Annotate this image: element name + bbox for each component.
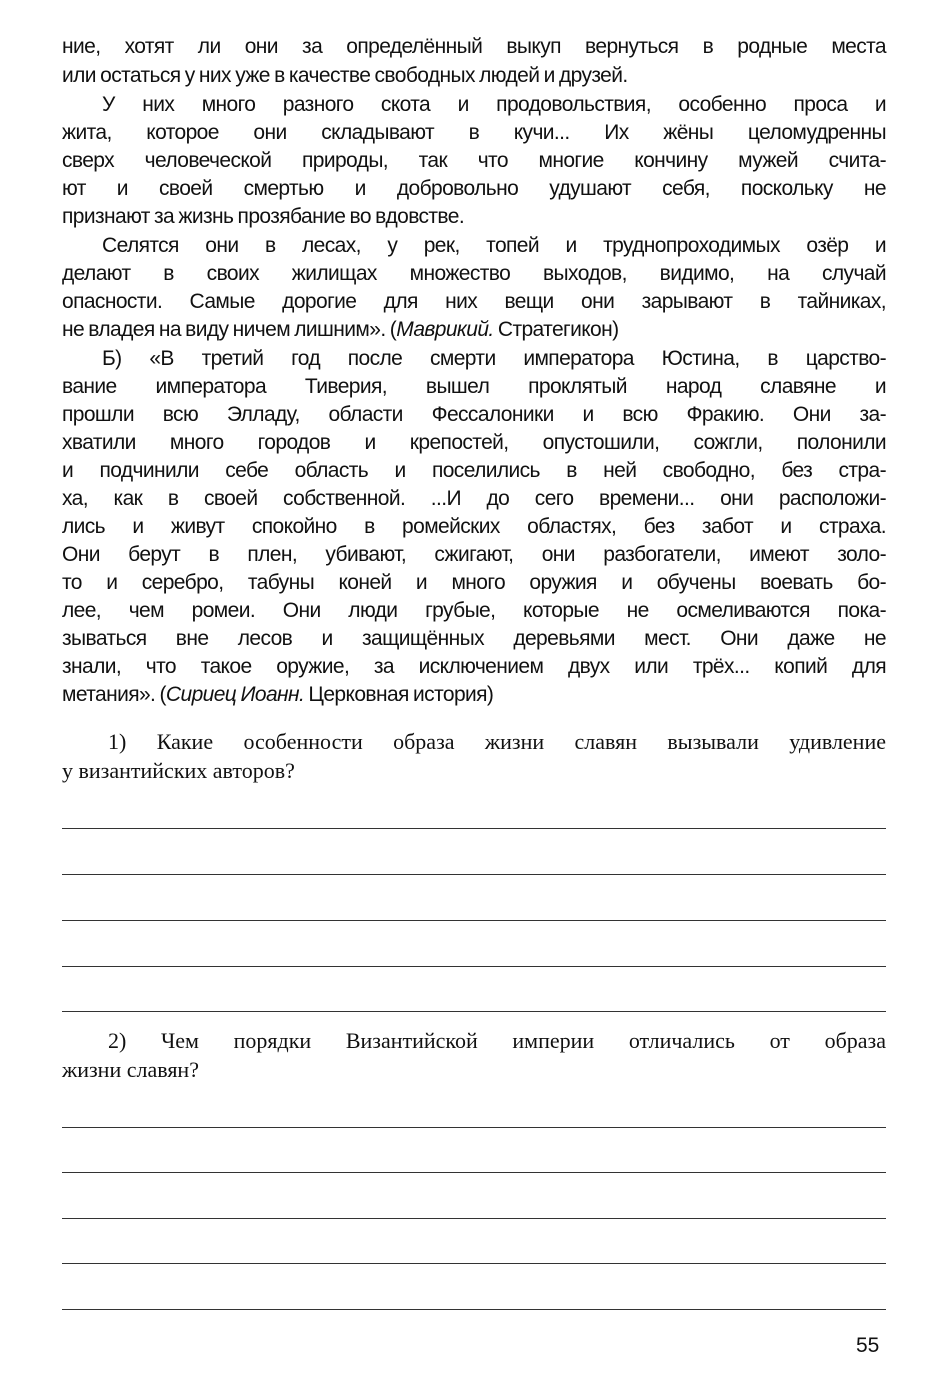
text-segment: вание императора Тиверия, вышел проклятый народ славяне и bbox=[62, 375, 886, 398]
text-segment: не владея на виду ничем лишним». ( bbox=[62, 318, 397, 341]
text-segment: ха, как в своей собственной. ...И до сего времени... они расположи- bbox=[62, 487, 886, 510]
text-segment: Селятся они в лесах, у рек, топей и труднопроходимых озёр и bbox=[102, 234, 886, 257]
page-number: 55 bbox=[856, 1334, 880, 1357]
text-line bbox=[62, 316, 886, 344]
text-line bbox=[102, 232, 886, 260]
answer-line[interactable] bbox=[62, 966, 886, 967]
text-segment: хватили много городов и крепостей, опустошили, сожгли, полонили bbox=[62, 431, 886, 454]
text-segment: жита, которое они складывают в кучи... Их жёны целомудренны bbox=[62, 121, 886, 144]
citation-author: Маврикий. bbox=[396, 318, 494, 341]
question-2-line-1: 2) Чем порядки Византийской империи отличались от образа bbox=[108, 1028, 886, 1053]
answer-line[interactable] bbox=[62, 1011, 886, 1012]
text-segment: метания». ( bbox=[62, 683, 166, 706]
answer-line[interactable] bbox=[62, 1218, 886, 1219]
text-line bbox=[62, 625, 886, 653]
answer-line[interactable] bbox=[62, 1172, 886, 1173]
text-line bbox=[62, 147, 886, 175]
text-line bbox=[62, 373, 886, 401]
text-segment: ние, хотят ли они за определённый выкуп вернуться в родные места bbox=[62, 35, 886, 58]
answer-line[interactable] bbox=[62, 920, 886, 921]
text-line bbox=[62, 401, 886, 429]
text-line bbox=[62, 203, 886, 231]
text-segment: Б) «В третий год после смерти императора Юстина, в царство- bbox=[102, 347, 886, 370]
text-line bbox=[62, 119, 886, 147]
answer-line[interactable] bbox=[62, 1309, 886, 1310]
text-segment: Они берут в плен, убивают, сжигают, они разбогатели, имеют золо- bbox=[62, 543, 886, 566]
text-segment: и подчинили себе область и поселились в ней свободно, без стра- bbox=[62, 459, 886, 482]
text-segment: сверх человеческой природы, так что многие кончину мужей счита- bbox=[62, 149, 886, 172]
answer-line[interactable] bbox=[62, 1127, 886, 1128]
text-line bbox=[62, 260, 886, 288]
text-line bbox=[62, 681, 886, 709]
text-line bbox=[62, 597, 886, 625]
text-segment: лее, чем ромеи. Они люди грубые, которые не осмеливаются пока- bbox=[62, 599, 886, 622]
text-segment: У них много разного скота и продовольствия, особенно проса и bbox=[102, 93, 886, 116]
text-segment: то и серебро, табуны коней и много оружия и обучены воевать бо- bbox=[62, 571, 886, 594]
text-segment: признают за жизнь прозябание во вдовстве. bbox=[62, 205, 465, 228]
text-segment: лись и живут спокойно в ромейских областях, без забот и страха. bbox=[62, 515, 886, 538]
text-line bbox=[62, 457, 886, 485]
text-line bbox=[62, 33, 886, 61]
text-segment: или остаться у них уже в качестве свободных людей и друзей. bbox=[62, 64, 628, 87]
question-1-line-1: 1) Какие особенности образа жизни славян вызывали удивление bbox=[108, 729, 886, 754]
text-segment: прошли всю Элладу, области Фессалоники и всю Фракию. Они за- bbox=[62, 403, 886, 426]
question-2-line-2: жизни славян? bbox=[62, 1057, 199, 1082]
text-line bbox=[62, 569, 886, 597]
answer-line[interactable] bbox=[62, 874, 886, 875]
text-segment: Стратегикон) bbox=[493, 318, 619, 341]
text-line bbox=[62, 429, 886, 457]
citation-author: Сириец Иоанн. bbox=[165, 683, 305, 706]
text-line bbox=[62, 541, 886, 569]
answer-line[interactable] bbox=[62, 1263, 886, 1264]
text-line bbox=[62, 62, 886, 90]
text-line bbox=[102, 345, 886, 373]
text-line bbox=[62, 175, 886, 203]
text-segment: делают в своих жилищах множество выходов, видимо, на случай bbox=[62, 262, 886, 285]
answer-line[interactable] bbox=[62, 828, 886, 829]
question-1-line-2: у византийских авторов? bbox=[62, 758, 295, 783]
text-segment: опасности. Самые дорогие для них вещи они зарывают в тайниках, bbox=[62, 290, 886, 313]
text-segment: Церковная история) bbox=[304, 683, 494, 706]
text-segment: знали, что такое оружие, за исключением двух или трёх... копий для bbox=[62, 655, 886, 678]
text-line bbox=[62, 513, 886, 541]
text-line bbox=[102, 91, 886, 119]
text-line bbox=[62, 485, 886, 513]
text-line bbox=[62, 288, 886, 316]
text-segment: ют и своей смертью и добровольно удушают себя, поскольку не bbox=[62, 177, 886, 200]
text-segment: зываться вне лесов и защищённых деревьями мест. Они даже не bbox=[62, 627, 886, 650]
text-line bbox=[62, 653, 886, 681]
